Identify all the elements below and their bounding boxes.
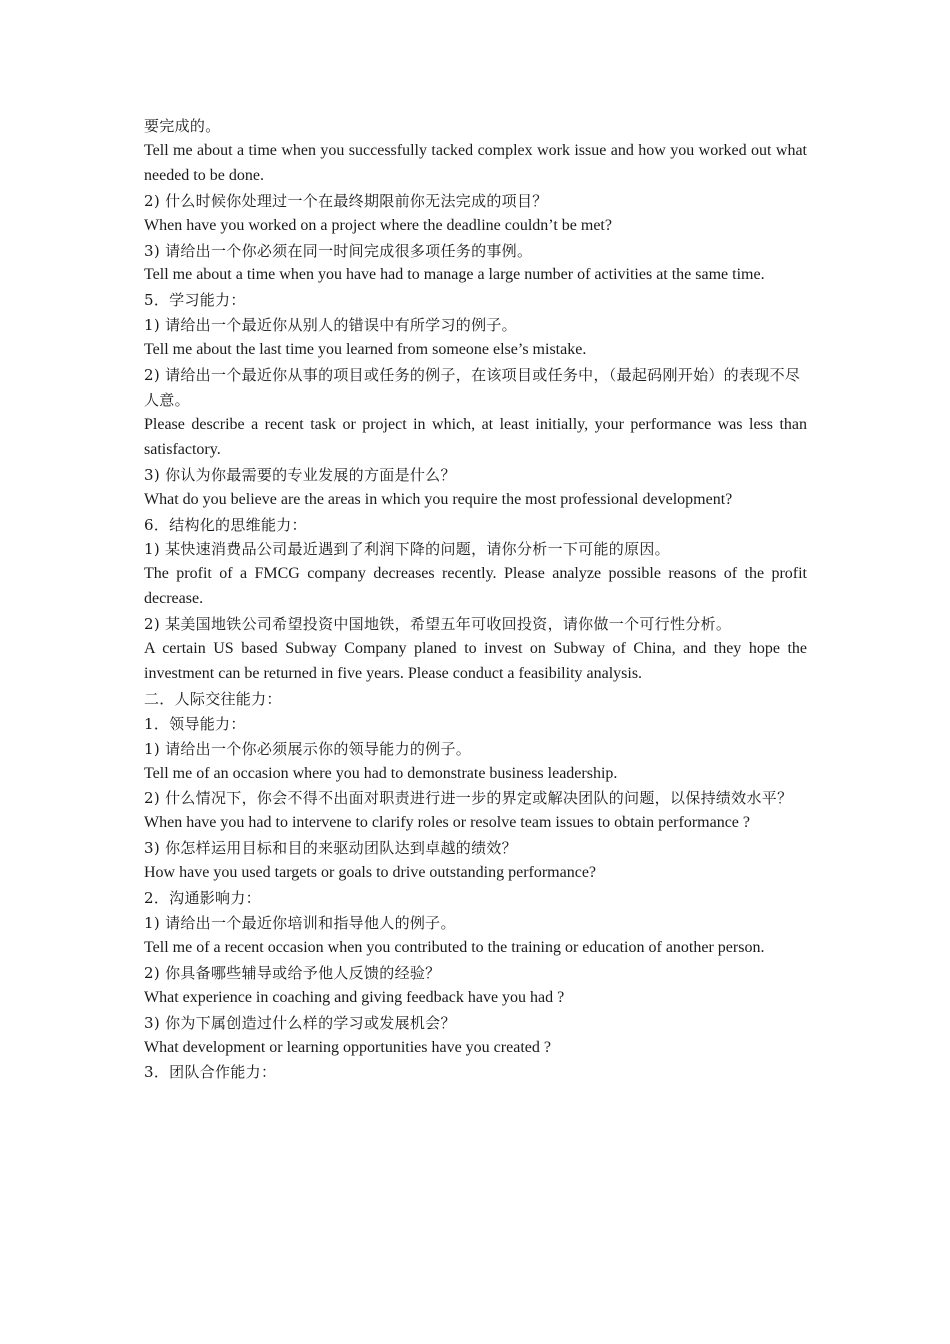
section-heading: 2．沟通影响力： xyxy=(144,889,261,908)
section-heading: 1．领导能力： xyxy=(144,714,246,733)
text-line: What development or learning opportunities have you created ? xyxy=(144,1038,551,1056)
text-line: Tell me of a recent occasion when you contributed to the training or education of another person. xyxy=(144,938,765,956)
question-heading: 1) 请给出一个最近你从别人的错误中有所学习的例子。 xyxy=(144,316,517,335)
text-line: Please describe a recent task or project in which, at least initially, your performance was less than satisfactory. xyxy=(144,415,807,458)
section-heading: 3．团队合作能力： xyxy=(144,1063,277,1082)
question-heading: 1) 某快速消费品公司最近遇到了利润下降的问题，请你分析一下可能的原因。 xyxy=(144,540,670,559)
question-heading: 1) 请给出一个你必须展示你的领导能力的例子。 xyxy=(144,739,472,758)
question-heading: 2) 你具备哪些辅导或给予他人反馈的经验？ xyxy=(144,963,441,982)
document-body xyxy=(144,114,807,1085)
question-heading: 1) 请给出一个最近你培训和指导他人的例子。 xyxy=(144,914,456,932)
text-line: Tell me about a time when you have had to manage a large number of activities at the same time. xyxy=(144,266,765,284)
question-heading: 3) 你认为你最需要的专业发展的方面是什么？ xyxy=(144,465,456,484)
question-heading: 3) 你为下属创造过什么样的学习或发展机会？ xyxy=(144,1013,456,1032)
section-heading: 6．结构化的思维能力： xyxy=(144,515,307,534)
chapter-heading: 二．人际交往能力： xyxy=(144,689,282,708)
text-line: 要完成的。 xyxy=(144,117,221,135)
text-line: What experience in coaching and giving feedback have you had ? xyxy=(144,988,565,1006)
text-line: The profit of a FMCG company decreases recently. Please analyze possible reasons of the profit decrease. xyxy=(144,565,807,608)
text-line: A certain US based Subway Company planed to invest on Subway of China, and they hope the investment can be returned in five years. Please conduct a feasibility analysis. xyxy=(144,640,807,682)
question-heading: 2) 什么时候你处理过一个在最终期限前你无法完成的项目？ xyxy=(144,191,548,210)
text-line: Tell me of an occasion where you had to demonstrate business leadership. xyxy=(144,764,618,782)
text-line: Tell me about a time when you successfully tacked complex work issue and how you worked out what needed to be done. xyxy=(144,141,807,184)
text-line: How have you used targets or goals to drive outstanding performance? xyxy=(144,864,597,882)
text-line: When have you worked on a project where the deadline couldn’t be met? xyxy=(144,216,612,234)
question-heading: 3) 请给出一个你必须在同一时间完成很多项任务的事例。 xyxy=(144,241,533,260)
question-heading: 2) 请给出一个最近你从事的项目或任务的例子，在该项目或任务中，（最起码刚开始）的表现不尽人意。 xyxy=(144,366,801,409)
question-heading: 2) 什么情况下，你会不得不出面对职责进行进一步的界定或解决团队的问题，以保持绩效水平？ xyxy=(144,789,793,808)
text-line: What do you believe are the areas in which you require the most professional development? xyxy=(144,490,733,508)
question-heading: 3) 你怎样运用目标和目的来驱动团队达到卓越的绩效？ xyxy=(144,839,517,858)
text-line: Tell me about the last time you learned from someone else’s mistake. xyxy=(144,341,587,359)
question-heading: 2) 某美国地铁公司希望投资中国地铁，希望五年可收回投资，请你做一个可行性分析。 xyxy=(144,615,732,634)
text-line: When have you had to intervene to clarify roles or resolve team issues to obtain performance ? xyxy=(144,814,750,832)
section-heading: 5．学习能力： xyxy=(144,291,246,310)
